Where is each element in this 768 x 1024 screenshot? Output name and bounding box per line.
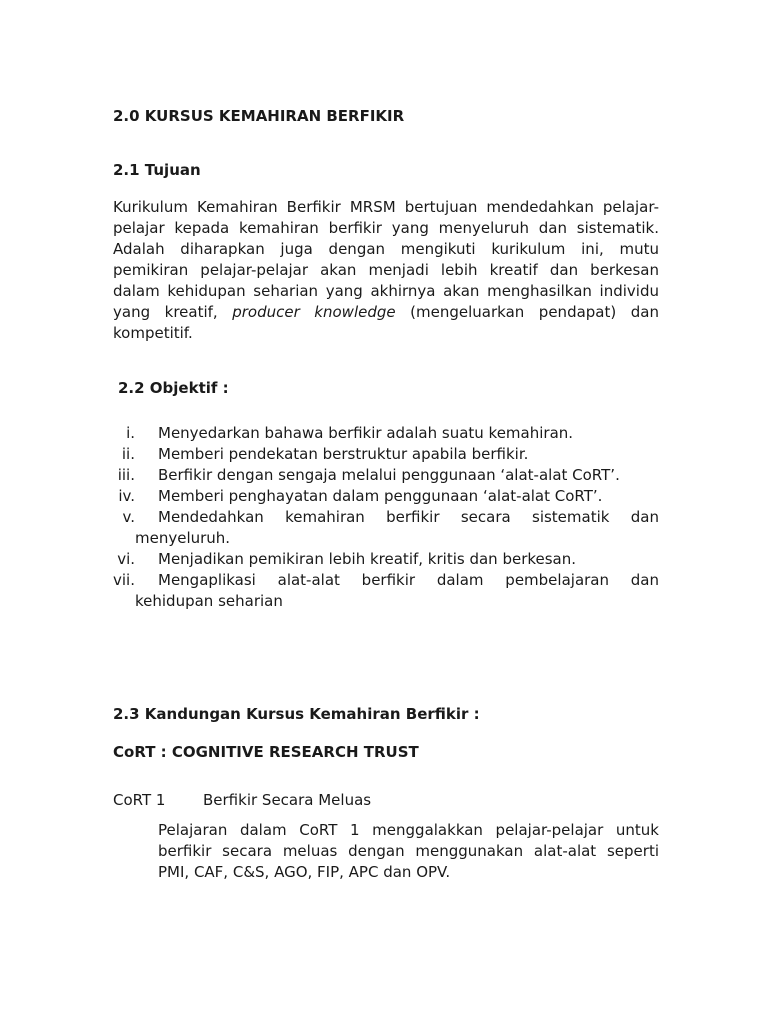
paragraph-line: Kurikulum Kemahiran Berfikir MRSM bertujuan mendedahkan pelajar- (113, 198, 659, 216)
paragraph-line: pemikiran pelajar-pelajar akan menjadi lebih kreatif dan berkesan (113, 261, 659, 279)
section-2-1-title: 2.1 Tujuan (113, 161, 201, 179)
paragraph-line: Pelajaran dalam CoRT 1 menggalakkan pelajar-pelajar untuk (158, 821, 659, 839)
objective-list (0, 423, 768, 623)
paragraph-line: Adalah diharapkan juga dengan mengikuti kurikulum ini, mutu (113, 240, 659, 258)
cort1-title: Berfikir Secara Meluas (203, 791, 372, 809)
list-text: Mendedahkan kemahiran berfikir secara sistematik dan (158, 508, 659, 526)
list-item (0, 549, 768, 570)
list-text: Menjadikan pemikiran lebih kreatif, kritis dan berkesan. (158, 550, 577, 568)
list-text: Berfikir dengan sengaja melalui penggunaan ‘alat-alat CoRT’. (158, 466, 620, 484)
section-2-2-title: 2.2 Objektif : (118, 379, 229, 397)
list-item (0, 507, 768, 549)
paragraph-line: pelajar kepada kemahiran berfikir yang menyeluruh dan sistematik. (113, 219, 659, 237)
paragraph-line: kompetitif. (113, 324, 193, 342)
list-number: v. (122, 508, 135, 526)
list-number: vii. (113, 571, 135, 589)
list-text: Memberi penghayatan dalam penggunaan ‘alat-alat CoRT’. (158, 487, 603, 505)
list-number: i. (126, 424, 135, 442)
list-text: Memberi pendekatan berstruktur apabila berfikir. (158, 445, 529, 463)
list-number: iii. (117, 466, 135, 484)
list-number: iv. (118, 487, 135, 505)
cort1-label: CoRT 1 (113, 791, 166, 809)
list-item (0, 444, 768, 465)
italic-term: producer knowledge (232, 303, 396, 321)
list-item (0, 570, 768, 612)
list-item (0, 486, 768, 507)
paragraph-line: dalam kehidupan seharian yang akhirnya akan menghasilkan individu (113, 282, 659, 300)
list-number: ii. (121, 445, 135, 463)
cort1-paragraph (158, 820, 659, 883)
list-item (0, 465, 768, 486)
line-text: (mengeluarkan pendapat) dan (410, 303, 659, 321)
paragraph-line: PMI, CAF, C&S, AGO, FIP, APC dan OPV. (158, 863, 451, 881)
cort-heading: CoRT : COGNITIVE RESEARCH TRUST (113, 743, 419, 761)
list-text-continuation: kehidupan seharian (135, 592, 283, 610)
main-heading: 2.0 KURSUS KEMAHIRAN BERFIKIR (113, 107, 405, 125)
list-text-continuation: menyeluruh. (135, 529, 231, 547)
line-text: yang kreatif, (113, 303, 218, 321)
list-item (0, 423, 768, 444)
list-number: vi. (117, 550, 135, 568)
section-2-1-paragraph (113, 197, 659, 344)
section-2-3-title: 2.3 Kandungan Kursus Kemahiran Berfikir : (113, 705, 480, 723)
list-text: Menyedarkan bahawa berfikir adalah suatu kemahiran. (158, 424, 574, 442)
list-text: Mengaplikasi alat-alat berfikir dalam pembelajaran dan (158, 571, 659, 589)
paragraph-line-mixed (113, 302, 659, 323)
paragraph-line: berfikir secara meluas dengan menggunakan alat-alat seperti (158, 842, 659, 860)
